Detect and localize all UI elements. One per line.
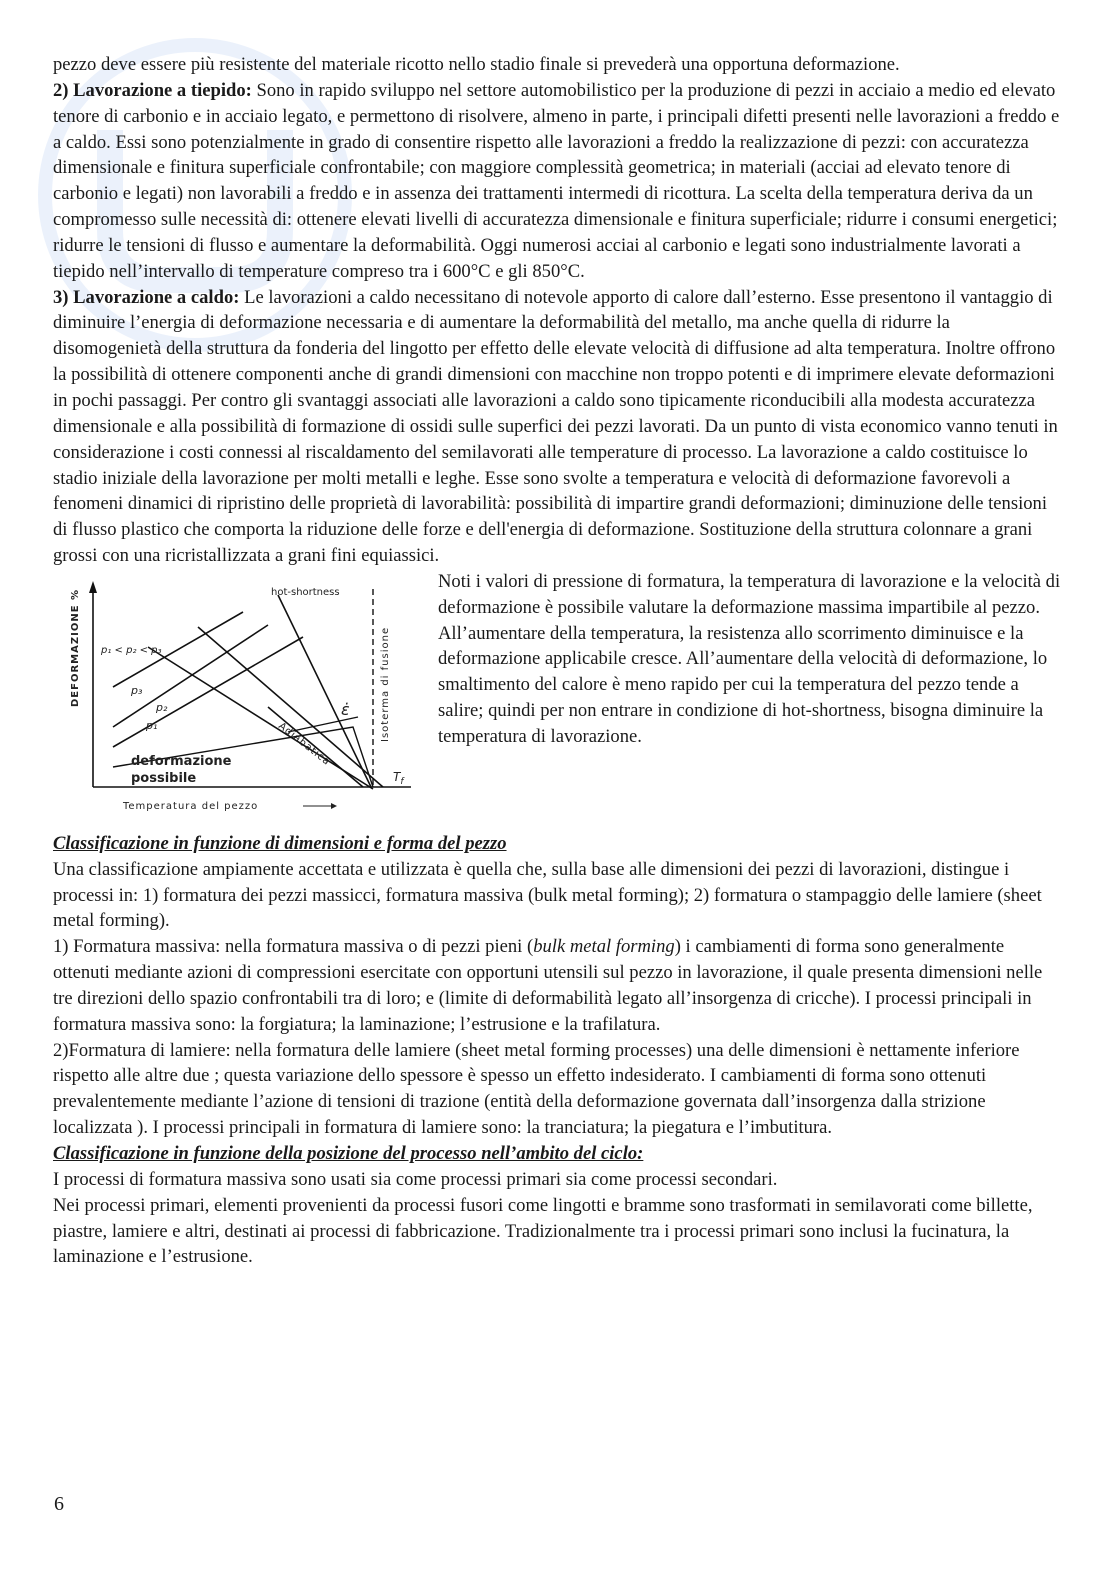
- bulk-forming-italic: bulk metal forming: [533, 936, 675, 958]
- melting-isotherm-label: Isoterma di fusione: [380, 626, 391, 742]
- heading-cycle-classification: Classificazione in funzione della posizione del processo nell’ambito del ciclo:: [53, 1143, 644, 1164]
- paragraph-hot-working: [53, 285, 1063, 569]
- paragraph-sheet-forming: 2)Formatura di lamiere: nella formatura delle lamiere (sheet metal forming processes) una delle dimensioni è nettamente inferiore rispetto alle altre due ; questa variazione dello spessore è spesso un effetto indesiderato. I cambiamenti di forma sono ottenuti prevalentemente mediante l’azione di tensioni di trazione (entità della deformazione governata dall’insorgenza dalla strizione localizzata ). I processi principali in formatura di lamiere sono: la tranciatura; la piegatura e l’imbutitura.: [53, 1039, 1020, 1139]
- warm-working-text: Sono in rapido sviluppo nel settore automobilistico per la produzione di pezzi in acciaio a medio ed elevato tenore di carbonio e in acciaio legato, e permettono di risolvere, almeno in parte, i principali difetti presenti nelle lavorazioni a freddo e a caldo. Essi sono potenzialmente in grado di consentire rispetto alle lavorazioni a freddo la realizzazione di pezzi: con accuratezza dimensionale e finitura superficiale confrontabile; con maggiore complessità geometrica; in materiali (acciai ad elevato tenore di carbonio e legati) non lavorabili a freddo e in assenza dei trattamenti intermedi di ricottura. La scelta della temperatura deriva da un compromesso sulle necessità di: ottenere elevati livelli di accuratezza dimensionale e finitura superficiale; ridurre i consumi energetici; ridurre le tensioni di flusso e aumentare la deformabilità. Oggi numerosi acciai al carbonio e legati sono industrialmente lavorati a tiepido nell’intervallo di temperature compreso tra i 600°C e gli 850°C.: [53, 79, 1060, 282]
- p2-label: p₂: [156, 700, 168, 714]
- melting-temperature-label: $T_f$: [393, 769, 404, 787]
- paragraph-intro: pezzo deve essere più resistente del materiale ricotto nello stadio finale si prevederà una opportuna deformazione.: [53, 54, 900, 75]
- strain-rate-horizontal: [288, 717, 358, 732]
- page-number: 6: [54, 1493, 64, 1515]
- figure-side-text: Noti i valori di pressione di formatura, la temperatura di lavorazione e la velocità di deformazione è possibile valutare la deformazione massima impartibile al pezzo. All’aumentare della temperatura, la resistenza allo scorrimento diminuisce e la deformazione applicabile cresce. All’aumentare della velocità di deformazione, lo smaltimento del calore è meno rapido per cui la temperatura del pezzo tende a salire; quindi per non entrare in condizione di hot-shortness, bisogna diminuire la temperatura di lavorazione.: [438, 570, 1061, 747]
- hot-shortness-label: hot-shortness: [271, 586, 340, 598]
- heading-dimension-classification: Classificazione in funzione di dimensioni e forma del pezzo: [53, 832, 507, 854]
- x-axis-label-arrowhead: [331, 803, 337, 809]
- hot-working-text: Le lavorazioni a caldo necessitano di notevole apporto di calore dall’esterno. Esse presentono il vantaggio di diminuire l’energia di deformazione necessaria e di aumentare la deformabilità del metallo, ma anche quella di ridurre la disomogenietà della struttura da fonderia del lingotto per effetto delle elevate velocità di diffusione ad alta temperatura. Inoltre offrono la possibilità di ottenere componenti anche di grandi dimensioni con macchine non troppo potenti e di imprimere elevate deformazioni in pochi passaggi. Per contro gli svantaggi associati alle lavorazioni a caldo sono tipicamente riconducibili alla modesta accuratezza dimensionale e alla possibilità di formazione di ossidi sulle superfici dei pezzi lavorati. Da un punto di vista economico vanno tenuti in considerazione i costi connessi al riscaldamento del semilavorati alle temperature di processo. La lavorazione a caldo costituisce lo stadio iniziale della lavorazione per molti metalli e leghe. Esse sono svolte a temperatura e velocità di deformazione favorevoli a fenomeni dinamici di ripristino delle proprietà di lavorabilità: possibilità di impartire grandi deformazioni; diminuzione delle tensioni di flusso plastico che comporta la riduzione delle forze e dell'energia di deformazione. Sostituzione della struttura colonnare a grani grossi con una ricristallizzata a grani fini equiassici.: [53, 286, 1058, 567]
- p3-label: p₃: [131, 683, 143, 697]
- paragraph-primary-secondary: I processi di formatura massiva sono usati sia come processi primari sia come processi secondari.: [53, 1168, 778, 1190]
- x-axis-label: Temperatura del pezzo: [123, 800, 259, 812]
- y-axis-arrow: [89, 581, 97, 593]
- document-page: [53, 52, 1063, 1270]
- warm-working-label: 2) Lavorazione a tiepido:: [53, 79, 252, 101]
- hot-working-label: 3) Lavorazione a caldo:: [53, 286, 240, 308]
- paragraph-bulk-forming: [53, 934, 1063, 1037]
- figure-row: [53, 569, 1063, 831]
- y-axis-label: DEFORMAZIONE %: [70, 588, 81, 707]
- bulk-forming-text-a: 1) Formatura massiva: nella formatura massiva o di pezzi pieni (: [53, 936, 534, 958]
- region-label-line1: deformazione: [131, 753, 232, 769]
- paragraph-classification: Una classificazione ampiamente accettata e utilizzata è quella che, sulla base alle dimensioni dei pezzi di lavorazioni, distingue i processi in: 1) formatura dei pezzi massicci, formatura massiva (bulk metal forming); 2) formatura o stampaggio delle lamiere (sheet metal forming).: [53, 858, 1042, 932]
- adiabatic-label: Adiabatica: [276, 720, 333, 768]
- curve-p2: [113, 625, 268, 727]
- paragraph-primary-processes: Nei processi primari, elementi provenienti da processi fusori come lingotti e bramme sono trasformati in semilavorati come billette, piastre, lamiere e altri, destinati ai processi di fabbricazione. Tradizionalmente tra i processi primari sono inclusi la fucinatura, la laminazione e l’estrusione.: [53, 1194, 1033, 1268]
- region-label-line2: possibile: [131, 770, 197, 786]
- p1-label: p₁: [146, 718, 158, 732]
- strain-rate-label: ε̇: [341, 699, 350, 719]
- deformation-temperature-diagram: [53, 577, 425, 831]
- bulk-forming-text-b: ) i cambiamenti di forma sono generalmente ottenuti mediante azioni di compressioni esercitate con opportuni utensili sul pezzo in lavorazione, il quale presenta dimensioni nelle tre direzioni dello spazio confrontabili tra di loro; e (limite di deformabilità legato all’insorgenza di cricche). I processi principali in formatura massiva sono: la forgiatura; la laminazione; l’estrusione e la trafilatura.: [53, 936, 1043, 1035]
- paragraph-warm-working: [53, 78, 1063, 285]
- pressure-order-label: p₁ < p₂ < p₃: [101, 644, 162, 656]
